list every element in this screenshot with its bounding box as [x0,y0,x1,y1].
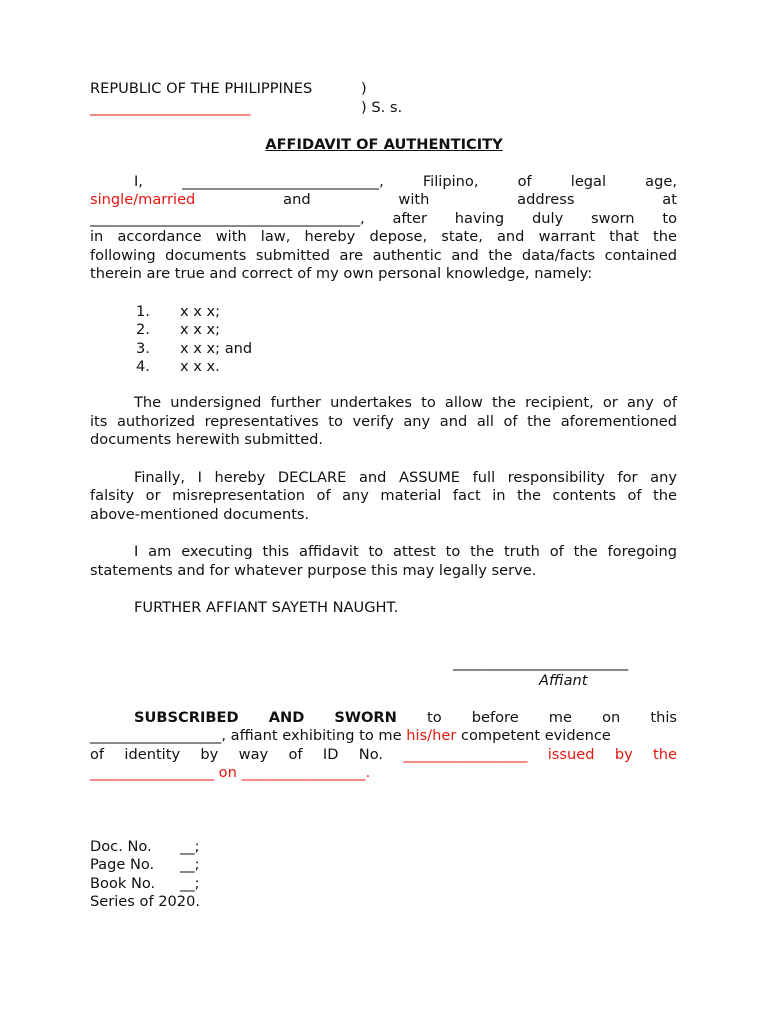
pronoun: his/her [406,727,457,744]
doc-no-label: Doc. No. [90,838,152,855]
jurat-line-2: __________________, affiant exhibiting to me his/her competent evidence [90,727,611,744]
list-item: x x x; [180,321,221,338]
p1-line-1: I, ___________________________, Filipino, of legal age, [134,173,677,190]
list-item-number: 4. [136,358,150,375]
p2-line-3: documents herewith submitted. [90,431,324,448]
book-no-blank: __; [180,875,200,892]
jurat-line-3: of identity by way of ID No. _________________ issued by the [90,746,677,763]
affiant-signature-line: ________________________ [453,654,629,671]
p1-line-5: following documents submitted are authentic and the data/facts contained [90,247,677,264]
p1-line-6: therein are true and correct of my own personal knowledge, namely: [90,265,593,282]
list-item: x x x; and [180,340,253,357]
venue-blank: ______________________ [90,99,251,116]
p3-line-1: Finally, I hereby DECLARE and ASSUME full responsibility for any [134,469,677,486]
p4-line-2: statements and for whatever purpose this may legally serve. [90,562,537,579]
document-title: AFFIDAVIT OF AUTHENTICITY [265,136,503,153]
p4-line-1: I am executing this affidavit to attest to the truth of the foregoing [134,543,677,560]
p3-line-2: falsity or misrepresentation of any material fact in the contents of the [90,487,677,504]
list-item-number: 2. [136,321,150,338]
header-ss: ) S. s. [361,99,403,116]
p1-line-4: in accordance with law, hereby depose, state, and warrant that the [90,228,677,245]
list-item: x x x; [180,303,221,320]
book-no-label: Book No. [90,875,156,892]
p3-line-3: above-mentioned documents. [90,506,310,523]
page-no-label: Page No. [90,856,155,873]
list-item-number: 3. [136,340,150,357]
civil-status: single/married [90,191,196,208]
p2-line-2: its authorized representatives to verify any and all of the aforementioned [90,413,677,430]
republic-heading: REPUBLIC OF THE PHILIPPINES [90,80,313,97]
p1-line-2: single/married and with address at [90,191,677,208]
series-label: Series of 2020. [90,893,201,910]
header-paren: ) [361,80,367,97]
jurat-line-4: _________________ on _________________. [90,764,371,781]
jurat-line-1: SUBSCRIBED AND SWORN to before me on this [134,709,677,726]
page-no-blank: __; [180,856,200,873]
affiant-label: Affiant [539,672,588,689]
further-affiant: FURTHER AFFIANT SAYETH NAUGHT. [134,599,399,616]
doc-no-blank: __; [180,838,200,855]
p1-line-3: _____________________________________, after having duly sworn to [90,210,677,227]
list-item: x x x. [180,358,220,375]
p2-line-1: The undersigned further undertakes to allow the recipient, or any of [134,394,677,411]
list-item-number: 1. [136,303,150,320]
